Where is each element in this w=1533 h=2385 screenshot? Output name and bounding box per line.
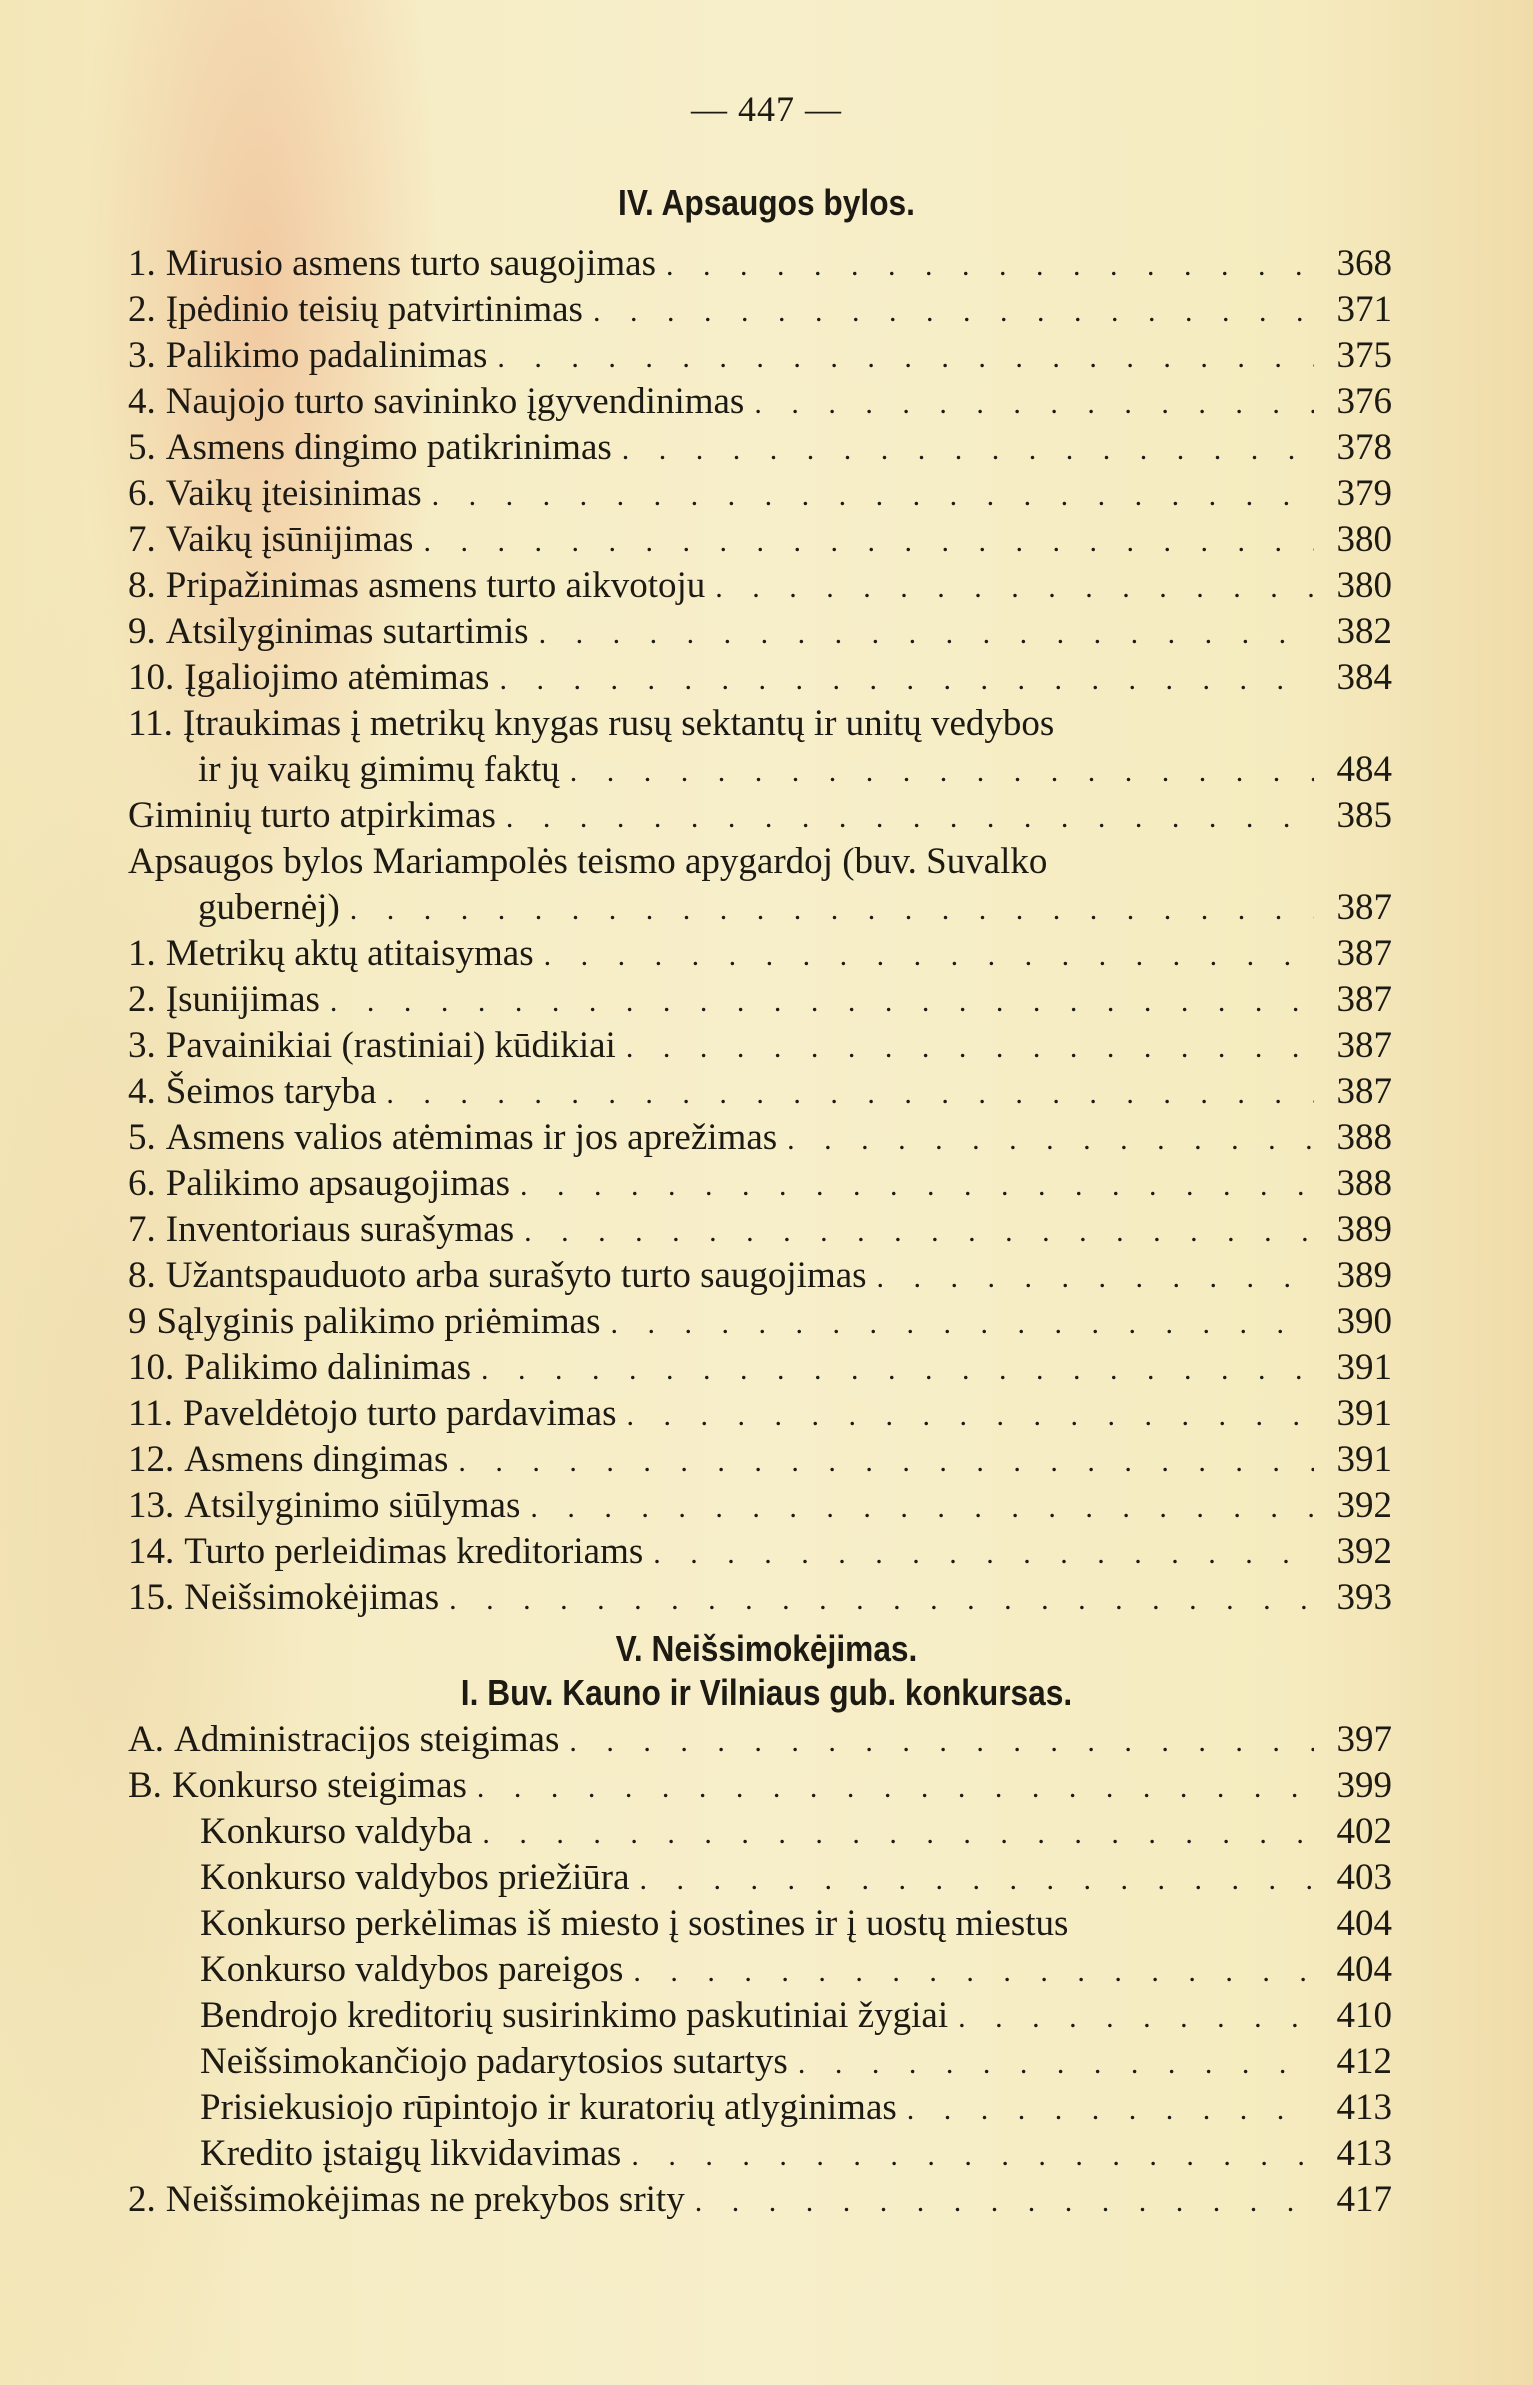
subsection-heading: I. Buv. Kauno ir Vilniaus gub. konkursas. <box>460 1672 1073 1713</box>
entry-number: 11. <box>128 703 173 744</box>
dot-leader <box>539 610 1314 656</box>
toc-entry[interactable] <box>200 2040 1392 2084</box>
dot-leader <box>610 1300 1314 1346</box>
dot-leader <box>499 656 1314 702</box>
dot-leader <box>715 564 1314 610</box>
entry-title: Administracijos steigimas <box>173 1719 560 1760</box>
toc-entry[interactable] <box>128 288 1392 332</box>
dot-leader <box>593 288 1314 334</box>
entry-page: 412 <box>1336 2041 1392 2082</box>
entry-number: 9 <box>128 1301 147 1342</box>
entry-page: 388 <box>1336 1163 1392 1204</box>
entry-number: 3. <box>128 335 156 376</box>
entry-title: Konkurso perkėlimas iš miesto į sostines ir į uostų miestus <box>200 1903 1069 1944</box>
page-number: — 447 — <box>691 89 842 129</box>
entry-page: 387 <box>1336 979 1392 1020</box>
entry-page: 375 <box>1336 335 1392 376</box>
toc-entry[interactable] <box>128 840 1392 884</box>
entry-page: 385 <box>1336 795 1392 836</box>
dot-leader <box>958 1994 1314 2040</box>
dot-leader <box>481 1346 1314 1392</box>
entry-page: 382 <box>1336 611 1392 652</box>
dot-leader <box>633 1948 1314 1994</box>
entry-page: 390 <box>1336 1301 1392 1342</box>
dot-leader <box>544 932 1314 978</box>
toc-entry[interactable] <box>128 426 1392 470</box>
entry-title: Konkurso valdybos priežiūra <box>200 1857 630 1898</box>
toc-entry[interactable] <box>200 1994 1392 2038</box>
toc-entry[interactable] <box>128 794 1392 838</box>
entry-title: Užantspauduoto arba surašyto turto saugojimas <box>165 1255 867 1296</box>
entry-page: 417 <box>1336 2179 1392 2220</box>
dot-leader <box>640 1856 1314 1902</box>
toc-entry[interactable] <box>128 1208 1392 1252</box>
entry-title: Asmens valios atėmimas ir jos aprežimas <box>165 1117 778 1158</box>
entry-title: Inventoriaus surašymas <box>165 1209 515 1250</box>
section-heading-iv: IV. Apsaugos bylos. <box>618 182 915 223</box>
entry-title: Palikimo padalinimas <box>165 335 488 376</box>
toc-entry[interactable] <box>128 564 1392 608</box>
dot-leader <box>627 1392 1314 1438</box>
entry-title: Neišsimokėjimas <box>184 1577 440 1618</box>
toc-entry[interactable] <box>128 978 1392 1022</box>
toc-entry[interactable] <box>128 242 1392 286</box>
entry-page: 376 <box>1336 381 1392 422</box>
entry-number: 13. <box>128 1485 175 1526</box>
toc-entry[interactable] <box>128 1438 1392 1482</box>
entry-page: 380 <box>1336 519 1392 560</box>
toc-entry[interactable] <box>128 380 1392 424</box>
entry-title: Šeimos taryba <box>165 1071 377 1112</box>
entry-page: 404 <box>1336 1903 1392 1944</box>
entry-number: 4. <box>128 1071 156 1112</box>
toc-entry[interactable] <box>128 1116 1392 1160</box>
dot-leader <box>449 1576 1314 1622</box>
entry-title: Konkurso steigimas <box>171 1765 467 1806</box>
entry-title: Asmens dingimo patikrinimas <box>165 427 612 468</box>
dot-leader <box>626 1024 1314 1070</box>
entry-title: Konkurso valdyba <box>200 1811 473 1852</box>
entry-title: Paveldėtojo turto pardavimas <box>182 1393 617 1434</box>
toc-entry[interactable] <box>128 1162 1392 1206</box>
toc-entry[interactable] <box>128 932 1392 976</box>
toc-entry[interactable] <box>128 1254 1392 1298</box>
entry-page: 368 <box>1336 243 1392 284</box>
toc-entry[interactable] <box>128 472 1392 516</box>
entry-title: Įsunijimas <box>165 979 320 1020</box>
entry-title: Pavainikiai (rastiniai) kūdikiai <box>165 1025 616 1066</box>
entry-title: Mirusio asmens turto saugojimas <box>165 243 656 284</box>
entry-number: 8. <box>128 565 156 606</box>
entry-number: 5. <box>128 427 156 468</box>
entry-number: 12. <box>128 1439 175 1480</box>
entry-title: Įgaliojimo atėmimas <box>184 657 490 698</box>
entry-number: 14. <box>128 1531 175 1572</box>
dot-leader <box>787 1116 1314 1162</box>
entry-page: 387 <box>1336 887 1392 928</box>
entry-page: 387 <box>1336 933 1392 974</box>
entry-title: Metrikų aktų atitaisymas <box>165 933 534 974</box>
toc-entry[interactable] <box>128 2178 1392 2222</box>
toc-entry[interactable] <box>200 2132 1392 2176</box>
entry-title: Prisiekusiojo rūpintojo ir kuratorių atlyginimas <box>200 2087 897 2128</box>
entry-title: Neišsimokėjimas ne prekybos srity <box>165 2179 685 2220</box>
entry-title: Atsilyginimo siūlymas <box>184 1485 521 1526</box>
entry-page: 389 <box>1336 1255 1392 1296</box>
entry-title-continuation: gubernėj) <box>198 887 340 928</box>
entry-number: 5. <box>128 1117 156 1158</box>
toc-entry[interactable] <box>128 702 1392 746</box>
entry-title: Turto perleidimas kreditoriams <box>184 1531 644 1572</box>
entry-page: 413 <box>1336 2087 1392 2128</box>
toc-entry[interactable] <box>128 1484 1392 1528</box>
dot-leader <box>423 518 1314 564</box>
toc-entry-continuation[interactable] <box>198 886 1392 930</box>
dot-leader <box>754 380 1314 426</box>
entry-number: 2. <box>128 979 156 1020</box>
entry-number: 15. <box>128 1577 175 1618</box>
dot-leader <box>506 794 1314 840</box>
dot-leader <box>798 2040 1314 2086</box>
toc-entry[interactable] <box>128 1764 1392 1808</box>
entry-number: 2. <box>128 2179 156 2220</box>
entry-page: 391 <box>1336 1439 1392 1480</box>
entry-page: 402 <box>1336 1811 1392 1852</box>
entry-page: 397 <box>1336 1719 1392 1760</box>
toc-entry[interactable] <box>128 334 1392 378</box>
entry-number: 1. <box>128 933 156 974</box>
dot-leader <box>524 1208 1314 1254</box>
entry-number: 2. <box>128 289 156 330</box>
entry-title: Konkurso valdybos pareigos <box>200 1949 624 1990</box>
entry-page: 413 <box>1336 2133 1392 2174</box>
entry-page: 387 <box>1336 1025 1392 1066</box>
dot-leader <box>350 886 1314 932</box>
toc-entry[interactable] <box>128 1024 1392 1068</box>
entry-page: 403 <box>1336 1857 1392 1898</box>
entry-number: 10. <box>128 657 175 698</box>
dot-leader <box>666 242 1314 288</box>
entry-page: 389 <box>1336 1209 1392 1250</box>
entry-title: Bendrojo kreditorių susirinkimo paskutiniai žygiai <box>200 1995 949 2036</box>
entry-title: Kredito įstaigų likvidavimas <box>200 2133 622 2174</box>
entry-number: 10. <box>128 1347 175 1388</box>
toc-entry[interactable] <box>128 1392 1392 1436</box>
dot-leader <box>330 978 1314 1024</box>
entry-number: 1. <box>128 243 156 284</box>
dot-leader <box>477 1764 1314 1810</box>
dot-leader <box>695 2178 1314 2224</box>
entry-number: 8. <box>128 1255 156 1296</box>
toc-entry[interactable] <box>128 1718 1392 1762</box>
entry-number: 4. <box>128 381 156 422</box>
entry-title: Asmens dingimas <box>184 1439 449 1480</box>
toc-entry[interactable] <box>128 656 1392 700</box>
dot-leader <box>907 2086 1314 2132</box>
entry-page: 399 <box>1336 1765 1392 1806</box>
entry-title: Pripažinimas asmens turto aikvotoju <box>165 565 706 606</box>
dot-leader <box>877 1254 1314 1300</box>
toc-entry[interactable] <box>128 518 1392 562</box>
toc-entry[interactable] <box>128 1576 1392 1620</box>
toc-entry-continuation[interactable] <box>198 748 1392 792</box>
dot-leader <box>482 1810 1314 1856</box>
entry-number: 7. <box>128 519 156 560</box>
entry-page: 392 <box>1336 1485 1392 1526</box>
entry-number: 6. <box>128 473 156 514</box>
dot-leader <box>520 1162 1314 1208</box>
entry-title: Naujojo turto savininko įgyvendinimas <box>165 381 745 422</box>
entry-title-continuation: ir jų vaikų gimimų faktų <box>198 749 560 790</box>
entry-page: 371 <box>1336 289 1392 330</box>
dot-leader <box>530 1484 1314 1530</box>
entry-page: 393 <box>1336 1577 1392 1618</box>
toc-entry[interactable] <box>128 1530 1392 1574</box>
entry-page: 387 <box>1336 1071 1392 1112</box>
dot-leader <box>432 472 1314 518</box>
entry-number: 9. <box>128 611 156 652</box>
entry-title: Įtraukimas į metrikų knygas rusų sektantų ir unitų vedybos <box>182 703 1055 744</box>
toc-entry[interactable] <box>200 1948 1392 1992</box>
toc-entry[interactable] <box>128 1300 1392 1344</box>
entry-page: 380 <box>1336 565 1392 606</box>
entry-page: 379 <box>1336 473 1392 514</box>
dot-leader <box>570 748 1314 794</box>
entry-title: Vaikų įsūnijimas <box>165 519 414 560</box>
entry-number: 6. <box>128 1163 156 1204</box>
toc-entry[interactable] <box>128 1346 1392 1390</box>
entry-title: Palikimo dalinimas <box>184 1347 471 1388</box>
toc-entry[interactable] <box>200 1856 1392 1900</box>
dot-leader <box>458 1438 1314 1484</box>
dot-leader <box>653 1530 1314 1576</box>
entry-number: A. <box>128 1719 164 1760</box>
dot-leader <box>569 1718 1314 1764</box>
entry-title: Sąlyginis palikimo priėmimas <box>156 1301 601 1342</box>
toc-entry[interactable] <box>200 2086 1392 2130</box>
entry-number: 3. <box>128 1025 156 1066</box>
toc-entry[interactable] <box>128 1070 1392 1114</box>
entry-title: Giminių turto atpirkimas <box>128 795 496 836</box>
toc-entry[interactable] <box>200 1810 1392 1854</box>
entry-number: B. <box>128 1765 162 1806</box>
entry-title: Palikimo apsaugojimas <box>165 1163 511 1204</box>
entry-page: 391 <box>1336 1393 1392 1434</box>
entry-page: 391 <box>1336 1347 1392 1388</box>
entry-title: Vaikų įteisinimas <box>165 473 422 514</box>
entry-number: 11. <box>128 1393 173 1434</box>
section-heading-v: V. Neišsimokėjimas. <box>615 1628 918 1669</box>
entry-title: Atsilyginimas sutartimis <box>165 611 529 652</box>
entry-title: Apsaugos bylos Mariampolės teismo apygardoj (buv. Suvalko <box>128 841 1048 882</box>
entry-page: 484 <box>1336 749 1392 790</box>
entry-title: Įpėdinio teisių patvirtinimas <box>165 289 583 330</box>
entry-page: 388 <box>1336 1117 1392 1158</box>
dot-leader <box>386 1070 1314 1116</box>
dot-leader <box>622 426 1314 472</box>
entry-page: 384 <box>1336 657 1392 698</box>
toc-entry[interactable] <box>200 1902 1392 1946</box>
entry-page: 404 <box>1336 1949 1392 1990</box>
entry-page: 392 <box>1336 1531 1392 1572</box>
entry-page: 410 <box>1336 1995 1392 2036</box>
toc-entry[interactable] <box>128 610 1392 654</box>
entry-title: Neišsimokančiojo padarytosios sutartys <box>200 2041 788 2082</box>
entry-number: 7. <box>128 1209 156 1250</box>
entry-page: 378 <box>1336 427 1392 468</box>
dot-leader <box>497 334 1314 380</box>
dot-leader <box>631 2132 1314 2178</box>
